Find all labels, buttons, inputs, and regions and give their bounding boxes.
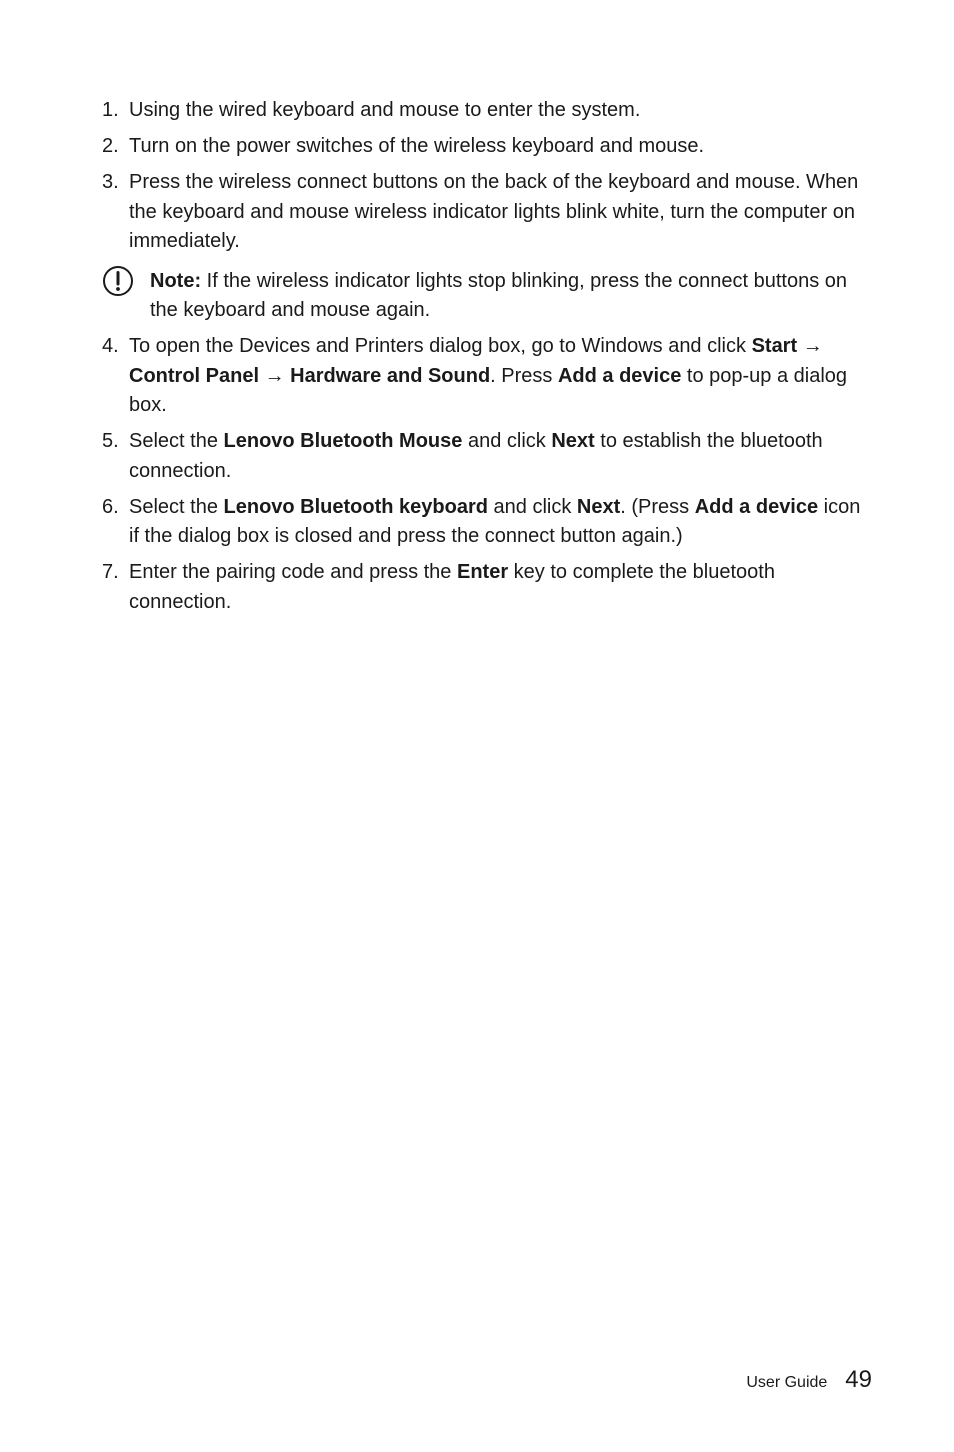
- text-run: Press the wireless connect buttons on the back of the keyboard and mouse. When the keyboard and mouse wireless indicator lights blink white, turn the computer on immediately.: [129, 171, 859, 252]
- text-run: to pop-up a dialog box.: [129, 364, 848, 416]
- list-item: [102, 96, 872, 126]
- step-number: 7.: [102, 561, 119, 583]
- bold-term: Lenovo Bluetooth keyboard: [223, 495, 488, 518]
- text-run: and click: [487, 495, 577, 518]
- step-number: 1.: [102, 99, 119, 121]
- bold-term: Next: [576, 495, 621, 518]
- text-run: Enter the pairing code and press the: [129, 561, 457, 583]
- text-run: Using the wired keyboard and mouse to enter the system.: [129, 99, 641, 121]
- step-text: [129, 135, 704, 157]
- text-run: . Press: [490, 364, 558, 387]
- bold-term: Next: [551, 430, 595, 452]
- step-text: [129, 99, 640, 121]
- text-run: and click: [462, 430, 552, 452]
- bold-term: Add a device: [557, 364, 682, 387]
- text-run: To open the Devices and Printers dialog box, go to Windows and click: [129, 335, 752, 357]
- step-text: [129, 335, 847, 416]
- bold-term: Hardware and Sound: [290, 364, 491, 387]
- note-text: If the wireless indicator lights stop blinking, press the connect buttons on the keyboard and mouse again.: [150, 269, 848, 321]
- list-item: [102, 493, 872, 552]
- text-run: Select the: [129, 495, 224, 518]
- bold-term: Control Panel: [129, 364, 260, 387]
- step-number: 6.: [102, 495, 119, 518]
- list-item: [102, 332, 872, 421]
- text-run: Select the: [129, 430, 224, 452]
- list-item: [102, 427, 872, 486]
- instruction-list: [102, 96, 872, 624]
- step-number: 3.: [102, 171, 119, 193]
- text-run: →: [797, 335, 823, 357]
- note-label: Note:: [150, 269, 202, 292]
- page-footer: [746, 1366, 872, 1394]
- text-run: . (Press: [620, 495, 695, 518]
- alert-circle-icon: [102, 265, 134, 297]
- bold-term: Lenovo Bluetooth Mouse: [223, 430, 463, 452]
- list-item: [102, 168, 872, 257]
- text-run: →: [259, 364, 291, 387]
- list-item: [102, 558, 872, 617]
- step-number: 5.: [102, 430, 119, 452]
- list-item: [102, 132, 872, 162]
- text-run: to establish the bluetooth connection.: [129, 430, 823, 482]
- step-number: 2.: [102, 135, 119, 157]
- text-run: Turn on the power switches of the wireless keyboard and mouse.: [129, 135, 705, 157]
- page-number: 49: [845, 1366, 872, 1393]
- footer-label: User Guide: [746, 1374, 828, 1391]
- step-text: [129, 561, 775, 613]
- step-number: 4.: [102, 335, 119, 357]
- bold-term: Enter: [457, 561, 509, 583]
- bold-term: Start: [751, 335, 798, 357]
- step-text: [129, 430, 823, 482]
- note-block: [102, 267, 872, 326]
- step-text: [129, 496, 860, 548]
- bold-term: Add a device: [694, 495, 819, 518]
- text-run: icon if the dialog box is closed and press the connect button again.): [129, 495, 861, 547]
- step-text: [129, 171, 858, 252]
- text-run: key to complete the bluetooth connection.: [129, 561, 775, 613]
